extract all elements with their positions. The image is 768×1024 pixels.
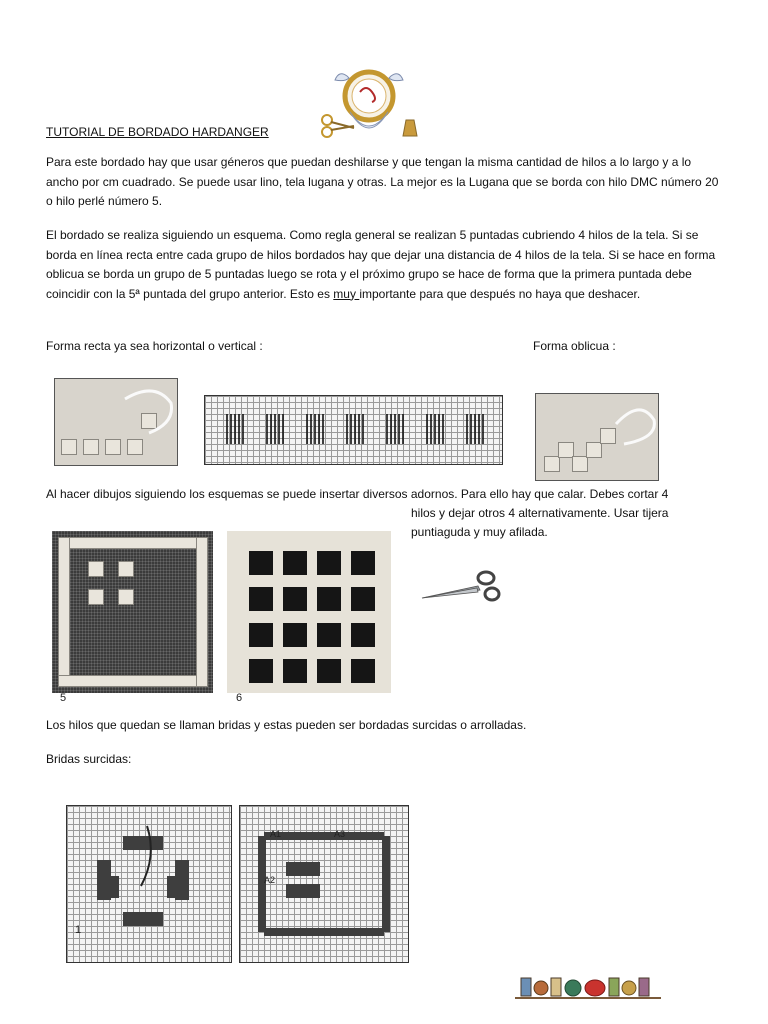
cutwork-photo-cut xyxy=(227,531,391,693)
sewing-notions-border-icon xyxy=(515,970,661,1002)
label-woven-bars: Bridas surcidas: xyxy=(46,752,132,766)
technique-paragraph xyxy=(46,226,726,304)
straight-stitch-photo xyxy=(54,378,178,466)
cutwork-photo-uncut xyxy=(52,531,213,693)
technique-text-end: importante para que después no haya que deshacer. xyxy=(359,286,641,301)
cutwork-paragraph-line3: puntiaguda y muy afilada. xyxy=(411,525,548,539)
diagram-label-a1: A1 xyxy=(270,829,282,839)
embroidery-hoop-icon xyxy=(314,68,424,148)
woven-bars-diagram-1 xyxy=(66,805,232,963)
figure-number-6: 6 xyxy=(236,692,243,704)
figure-number-5: 5 xyxy=(60,692,67,704)
page-title: TUTORIAL DE BORDADO HARDANGER xyxy=(46,125,269,139)
emphasis-muy: muy xyxy=(333,286,360,301)
label-oblique-form: Forma oblicua : xyxy=(533,339,616,353)
diagram-label-a3: A3 xyxy=(334,829,346,839)
intro-paragraph: Para este bordado hay que usar géneros que puedan deshilarse y que tengan la misma cantidad de hilos a lo largo y a lo ancho por cm cuadrado. Se puede usar lino, tela lugana y otras. La mejor es la Lugana que se borda con hilo DMC número 20 o hilo perlé número 5. xyxy=(46,155,719,208)
technique-text-start: El bordado se realiza siguiendo un esquema. Como regla general se realizan 5 puntadas cubriendo 4 hilos de la tela. Si se borda en línea recta entre cada grupo de hilos bordados hay que dejar una distancia de 4 hilos de la tela. Si se hace en forma oblicua se borda un grupo de 5 puntadas luego se rota y el próximo grupo se hace de forma que la primera puntada debe coincidir con la 5ª puntada del grupo anterior. Esto es xyxy=(46,228,716,301)
straight-stitch-chart xyxy=(204,395,503,465)
diagram-label-a2: A2 xyxy=(264,875,276,885)
oblique-stitch-photo xyxy=(535,393,659,481)
woven-bars-diagram-2 xyxy=(239,805,409,963)
scissors-icon xyxy=(420,568,502,604)
diagram-number-1: 1 xyxy=(75,924,82,936)
bridges-paragraph: Los hilos que quedan se llaman bridas y estas pueden ser bordadas surcidas o arrolladas. xyxy=(46,718,527,732)
cutwork-paragraph-line1: Al hacer dibujos siguiendo los esquemas se puede insertar diversos adornos. Para ello hay que calar. Debes cortar 4 xyxy=(46,487,669,501)
cutwork-paragraph-line2: hilos y dejar otros 4 alternativamente. Usar tijera xyxy=(411,506,669,520)
label-straight-form: Forma recta ya sea horizontal o vertical : xyxy=(46,339,263,353)
